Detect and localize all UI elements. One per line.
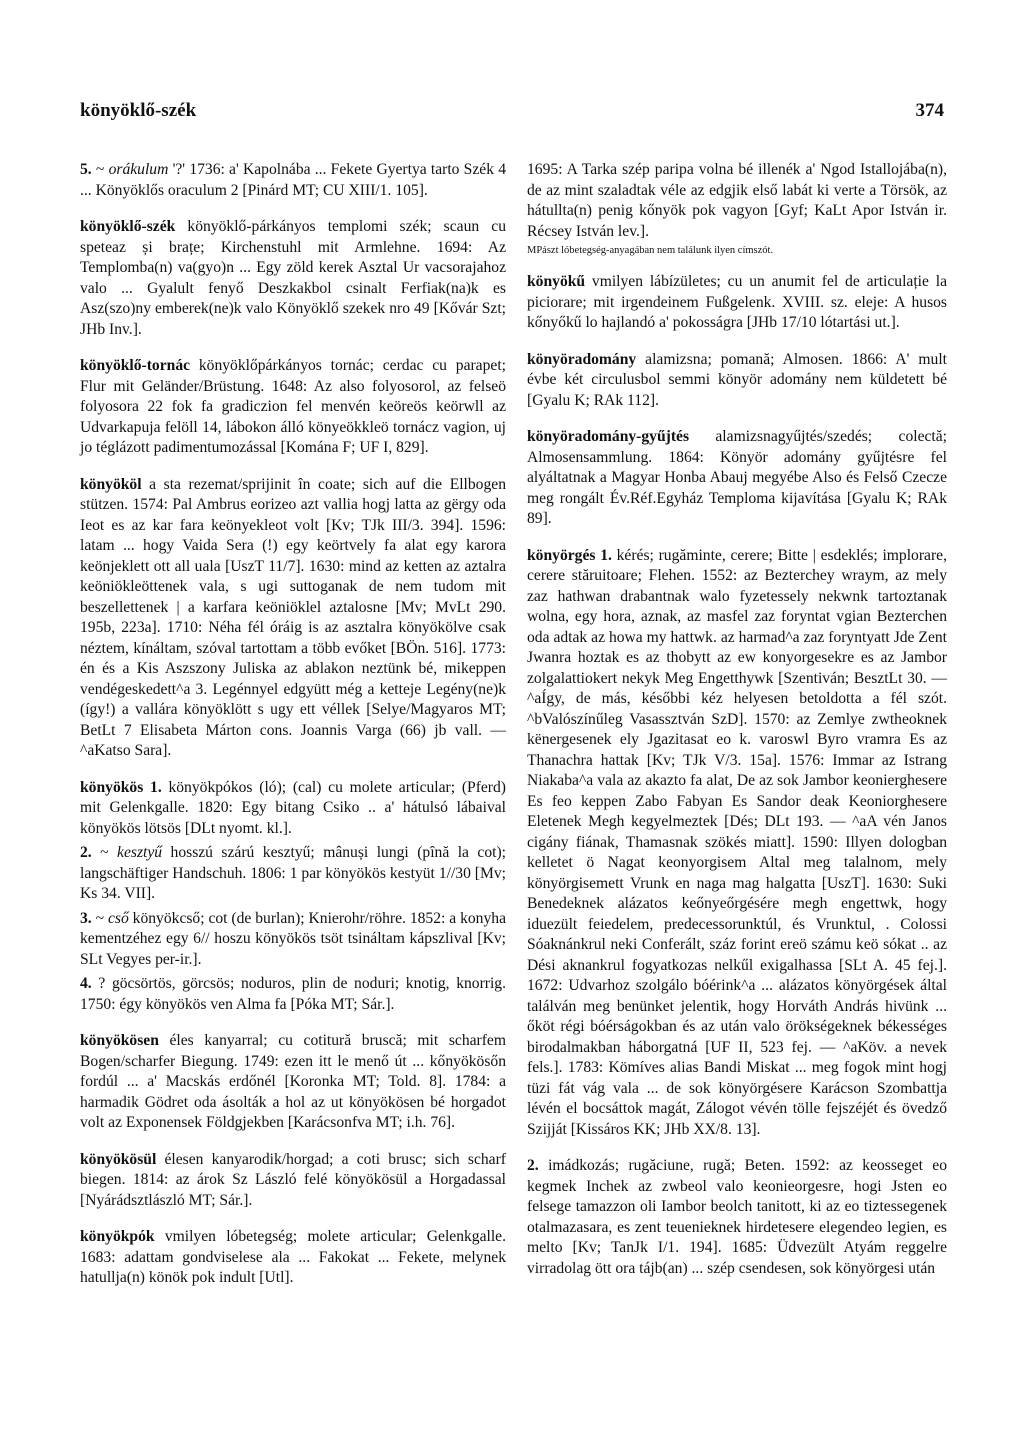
entry-text: éles kanyarral; cu cotitură bruscă; mit scharfem Bogen/scharfer Biegung. 1749: ezen itt le menő út ... kőnyökösőn fordúl ... a' Macskás erdőnél [Koronka MT; Told. 8]. 1784: a harmadik Gödret oda ásolták a hol az ut könyökösen bé horgadot volt az Exponensek Földgjekben [Karácsonfva MT; i.h. 76]. [80, 1032, 506, 1131]
entry-text: kérés; rugăminte, cerere; Bitte | esdeklés; implorare, cerere stăruitoare; Flehen. 1552: az Bezterchey wraym, az mely zaz hathwan drabantnak walo fyzetessely nekwnk tartoztanak wolna, egy hora, aznak, az masfel zaz foryntat vgian Bezterchen oda adtak az howa my hattwk. az harmad^a zaz foryntyatt Jde Zent Jwanra hoztak es az thobytt az ew konyorgesekre es az Jambor zolgalattiokert nekyk Meg Engetthywk [Szentiván; BesztLt 30. — ^aÍgy, de más, későbbi kéz helyesen betoldotta a fél szót. ^bValószínűleg Vasassztván SzD]. 1570: az Zemlye zwtheoknek kënergesenek ely Jgazitasat eo k. varoswl Byro vramra Es az Thanachra hattak [Kv; TJk V/3. 15a]. 1576: Immar az Istrang Niakaba^a vala az akazto fa alat, De az sok Jambor keonierghesere Es feo keppen Zabo Fabyan Es Sandor deak Keoniorghesere Eletenek Megh kegyelmeztek [Dés; DLt 193. — ^aA vén Janos cigány fiának, Thamasnak szökés miatt]. 1590: Illyen dologban kelletet ö Nagat keonyorgisem Altal meg talalnom, mely könyörgisemett Vrunk en naga mag halgatta [UszT]. 1630: Suki Benedeknek alázatos keőnyeőrgésére megh engettwk, hogy iduezült feiedelem, predecessorunktúl, és Vrunktul, . Colossi Sóaknánkrul neki Conferált, száz forint ereö számu keö sókat .. az Dési aknankrul fogyatkozas nelkűl exigalhassa [SLt A. 45 fej.]. 1672: Udvarhoz szolgálo bóérink^a ... alázatos könyörgések által találván meg benünket jelentik, hogy Horváth András hivünk ... őköt régi bóérságokban és az után valo örökségeknek békességes birodalmakban háborgatná [UF II, 523 fej. — ^aKöv. a nevek fels.]. 1783: Kömíves alias Bandi Miskat ... meg fogok mint hogj tüzi fát vág vala ... de sok könyörgésere Karácson Szombattja lévén el bocsáttok magát, Zálogot vévén tölle fejszéjét és övedző Szijját [Kissáros KK; JHb XX/8. 13]. [527, 546, 947, 1138]
entry-headword: könyökpók [80, 1228, 155, 1245]
entry-text: imádkozás; rugăciune, rugă; Beten. 1592: az keosseget eo kegmek Inchek az zwbeol valo keonieorgesre, hogi Jsten eo felsege tamazzon oli Iambor beolch tanitott, ki az eo tiztessegenek otalmazasara, es zent teuenieknek hirdetesere elegendeo legien, es melto [Kv; TanJk I/1. 194]. 1685: Üdvezült Atyám reggelre virradolag ött ora tájb(an) ... szép csendesen, sok könyörgesi után [527, 1157, 947, 1277]
sense-marker: ~ [91, 161, 109, 178]
entry-text: 1695: A Tarka szép paripa volna bé illenék a' Ngod Istallojába(n), de az mint szaladtak véle az edgjik első labát ki verte a Törsök, az hátullta(n) penig kőnyök pok vagyon [Gyf; KaLt Apor István ir. Récsey István lev.]. [527, 161, 947, 240]
entry-headword: könyököl [80, 475, 142, 493]
entry-text: alamizsnagyűjtés/szedés; colectă; Almosensammlung. 1864: Könyör adomány gyűjtésre fel alyáltatnak a Magyar Honba Abauj megyébe Also és Felső Czecze meg rongált Év.Réf.Egyház Temploma kijavítása [Gyalu K; RAk 89]. [527, 428, 947, 527]
italic-lemma: kesztyű [117, 844, 163, 861]
dictionary-entry [80, 974, 506, 1015]
dictionary-entry [527, 427, 947, 530]
editorial-note: MPászt lóbetegség-anyagában nem találunk ilyen címszót. [527, 245, 774, 256]
entry-text: a sta rezemat/sprijinit în coate; sich auf die Ellbogen stützen. 1574: Pal Ambrus eorizeo azt vallia hogj latta az gërgy oda Ieot es az kar fara keönyekleot volt [Kv; TJk III/3. 394]. 1596: latam ... hogy Vaida Sera (!) egy keörtvely fa alat egy karora keönjeklett ott all uala [UszT 11/7]. 1630: mind az ketten az aztalra keöniökleöttenek vala, s ugi suttoganak de nem tudom mit beszellettenek | a karfara keöniöklel aztalosne [Mv; MvLt 290. 195b, 223a]. 1710: Néha fél óráig is az asztalra könyökölve csak néztem, kínáltam, szóval tartottam a több evőket [BÖn. 516]. 1773: én és a Kis Aszszony Juliska az ablakon neztünk bé, mikeppen vendégeskedett^a 3. Legénnyel edgyütt még a ketteje Legény(ne)k (így!) a vallára könyöklött s ugy ett véllek [Selye/Magyaros MT; BetLt 7 Elisabeta Márton cons. Joannis Varga (66) jb vall. — ^aKatso Sara]. [80, 475, 506, 759]
dictionary-entry [527, 160, 947, 242]
entry-headword: 3. [80, 909, 92, 927]
dictionary-entry [80, 217, 506, 340]
entry-headword: könyöradomány-gyűjtés [527, 428, 690, 445]
sense-marker: ~ [91, 844, 118, 861]
italic-lemma: cső [107, 909, 129, 927]
dictionary-entry [527, 350, 947, 412]
entry-text: ? göcsörtös, görcsös; noduros, plin de noduri; knotig, knorrig. 1750: égy könyökös ven Alma fa [Póka MT; Sár.]. [80, 975, 506, 1013]
entry-text: vmilyen lóbetegség; molete articular; Gelenkgalle. 1683: adattam gondviselese ala ... Fakokat ... Fekete, melynek hatullja(n) könök pok indult [Utl]. [80, 1228, 506, 1286]
dictionary-entry [80, 843, 506, 905]
entry-headword: könyökös 1. [80, 778, 162, 796]
italic-lemma: orákulum [108, 161, 169, 178]
dictionary-entry [80, 1031, 506, 1134]
entry-text: vmilyen lábízületes; cu un anumit fel de articulație la piciorare; mit irgendeinem Fußgelenk. XVIII. sz. eleje: A husos kőnyőkű lo hajlandó a' pokosságra [JHb 17/10 lótartási ut.]. [527, 273, 947, 331]
entry-headword: könyökű [527, 273, 586, 290]
dictionary-entry [527, 272, 947, 334]
entry-headword: könyökösül [80, 1150, 157, 1168]
right-column [527, 160, 947, 1295]
dictionary-entry [527, 1156, 947, 1279]
entry-text: hosszú szárú kesztyű; mânuși lungi (pînă la cot); langschäftiger Handschuh. 1806: 1 par könyökös kestyüt 1//30 [Mv; Ks 34. VII]. [80, 844, 506, 902]
entry-text: alamizsna; pomană; Almosen. 1866: A' mult évbe két circulusbol semmi könyör adomány nem küldetett bé [Gyalu K; RAk 112]. [527, 350, 947, 409]
entry-headword: könyökösen [80, 1032, 159, 1049]
entry-text: könyöklő-párkányos templomi szék; scaun cu speteaz și brațe; Kirchenstuhl mit Armlehne. 1694: Az Templomba(n) va(gyo)n ... Egy zöld kerek Asztal Ur vacsorajahoz valo ... Gyalult fenyő Deszkakbol csinalt Ferfiak(na)k es Asz(szo)ny emberek(ne)k valo Könyöklő szekek nro 49 [Kővár Szt; JHb Inv.]. [80, 218, 506, 338]
entry-headword: könyörgés 1. [527, 546, 612, 564]
sense-marker: ~ [91, 909, 108, 927]
dictionary-entry [80, 1227, 506, 1289]
left-column [80, 160, 506, 1305]
page-header [80, 100, 944, 140]
dictionary-entry [80, 356, 506, 459]
dictionary-entry [80, 1150, 506, 1212]
entry-headword: könyöradomány [527, 350, 637, 368]
entry-headword: könyöklő-tornác [80, 357, 191, 374]
running-head: könyöklő-szék [80, 100, 197, 121]
entry-headword: 5. [80, 161, 92, 178]
entry-headword: 4. [80, 975, 92, 992]
dictionary-entry [80, 475, 506, 762]
dictionary-entry [527, 546, 947, 1141]
entry-text: könyökpókos (ló); (cal) cu molete articular; (Pferd) mit Gelenkgalle. 1820: Egy bitang Csiko .. a' hátulsó lábaival könyökös lötsös [DLt nyomt. kl.]. [80, 778, 506, 837]
entry-headword: 2. [80, 844, 92, 861]
entry-headword: 2. [527, 1157, 539, 1174]
entry-headword: könyöklő-szék [80, 218, 176, 235]
entry-text: élesen kanyarodik/horgad; a coti brusc; sich scharf biegen. 1814: az árok Sz László felé könyökösül a Horgadassal [Nyárádsztlászló MT; Sár.]. [80, 1150, 506, 1209]
dictionary-entry [80, 909, 506, 971]
page-number: 374 [915, 100, 944, 121]
dictionary-entry [80, 778, 506, 840]
entry-text: könyöklőpárkányos tornác; cerdac cu parapet; Flur mit Geländer/Brüstung. 1648: Az also folyosorol, az felseö folyosora 22 fok fa gradiczion fel menvén keöreös keörwll az Udvarkapuja felöll 14, lábokon álló könyeökkleö tornácz vagion, uj jo téglázott padimentumozással [Komána F; UF I, 829]. [80, 357, 506, 456]
entry-text: könyökcső; cot (de burlan); Knierohr/röhre. 1852: a konyha kementzéhez egy 6// hoszu könyökös tsöt tsináltam kápszlival [Kv; SLt Vegyes per-ir.]. [80, 909, 506, 968]
dictionary-entry [80, 160, 506, 201]
entry-text: '?' 1736: a' Kapolnába ... Fekete Gyertya tarto Szék 4 ... Könyöklős oraculum 2 [Pinárd MT; CU XIII/1. 105]. [80, 161, 506, 199]
